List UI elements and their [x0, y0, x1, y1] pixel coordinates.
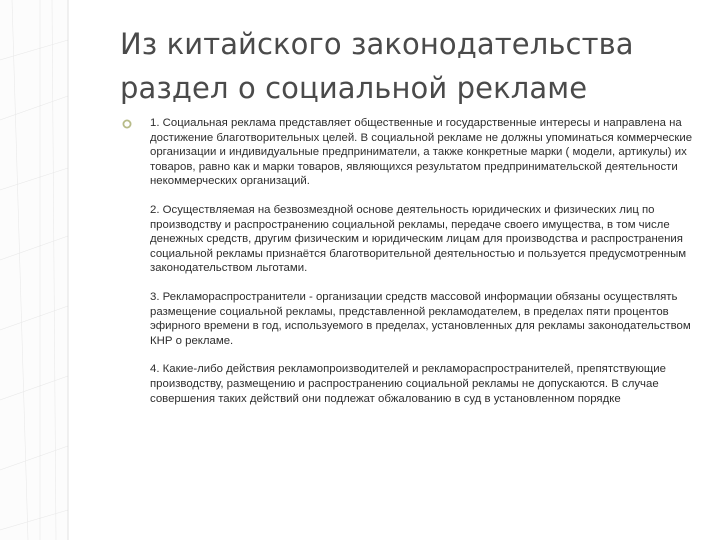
paragraph-1: 1. Социальная реклама представляет общественные и государственные интересы и направлена на достижение благотворительных целей. В социальной рекламе не должны упоминаться коммерческие организации и индивидуальные предприниматели, а также конкретные марки ( модели, артикулы) их товаров, равно как и марки товаров, являющихся результатом предпринимательской деятельности некоммерческих организаций.	[150, 117, 693, 188]
slide-body	[122, 116, 698, 420]
slide-title	[120, 22, 700, 110]
paragraph-4: 4. Какие-либо действия рекламопроизводителей и рекламораспространителей, препятствующие производству, размещению и распространению социальной рекламы не допускаются. В случае совершения таких действий они подлежат обжалованию в суд в установленном порядке	[150, 363, 666, 405]
paragraph-3: 3. Рекламораспространители - организации средств массовой информации обязаны осуществлять размещение социальной рекламы, представленной рекламодателем, в пределах пяти процентов эфирного времени в год, используемого в пределах, установленных для рекламы законодательством КНР о рекламе.	[150, 290, 691, 347]
title-line-1: Из китайского законодательства	[120, 27, 634, 61]
paragraph-2: 2. Осуществляемая на безвозмездной основе деятельность юридических и физических лиц по производству и распространению социальной рекламы, передаче своего имущества, в том числе денежных средств, другим физическим и юридическим лицам для производства и распространения социальной рекламы признаётся благотворительной деятельностью и пользуется предусмотренным законодательством льготами.	[150, 203, 687, 275]
title-line-2: раздел о социальной рекламе	[120, 71, 588, 105]
bullet-ring-icon	[122, 119, 132, 129]
